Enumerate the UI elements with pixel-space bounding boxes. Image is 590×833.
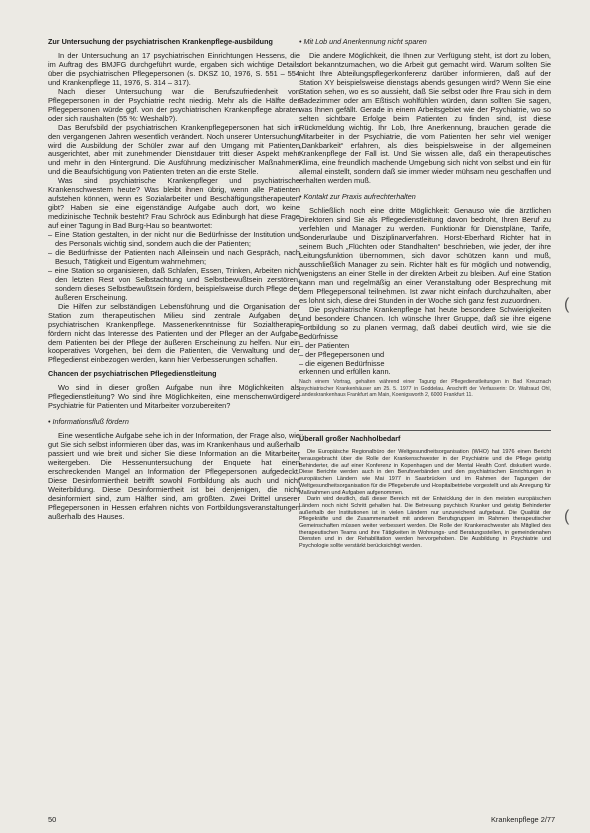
list-item: – Eine Station gestalten, in der nicht nur die Bedürfnisse der Institution und des Personals wichtig sind, sondern auch die der Patienten; bbox=[48, 230, 300, 249]
dash-list bbox=[299, 342, 551, 369]
paragraph: In der Untersuchung an 17 psychiatrischen Einrichtungen Hessens, die im Auftrag des BMJFG durchgeführt wurde, ergaben sich wichtige Details über die psychiatrischen Pflegepersonen (s. DKSZ 10, 1976, S. 551 – 554 und Krankenpflege 11, 1976, S. 314 – 317). bbox=[48, 51, 300, 87]
paragraph: Eine wesentliche Aufgabe sehe ich in der Information, der Frage also, wie gut Sie sich selbst informieren über das, was im Krankenhaus und außerhalb passiert und wie breit und sicher Sie diese Information an die Mitarbeiter weitergeben. Die Hessenuntersuchung der Enquete hat einen erschreckenden Mangel an Information der Pflegepersonen aufgedeckt. Diese Desinformiertheit betrifft sowohl Fortbildung als auch und nicht Weiterbildung. Diese Desinformiertheit ist bei denjenigen, die nicht desinformiert sind, zum Hälfter sind, am größten. Zwei Drittel unserer Pflegepersonen in Hessen erfahren nichts von Fortbildungsveranstaltungen außerhalb des Hauses. bbox=[48, 431, 300, 521]
section-heading: Zur Untersuchung der psychiatrischen Krankenpflege-ausbildung bbox=[48, 37, 273, 46]
box-paragraph: Darin wird deutlich, daß dieser Bereich mit der Entwicklung der in den meisten europäischen Ländern noch nicht Schritt gehalten hat. Die Betreuung psychisch Kranker und geistig Behinderter außerhalb der Institutionen ist in vielen Ländern nur unzureichend aufgebaut. Die Qualität der Pflegekräfte und die Zusammenarbeit mit anderen Berufsgruppen im Rahmen therapeutischer Gemeinschaften müssen weiter verbessert werden. Die Rolle der Krankenschwester als Mitglied des therapeutischen Teams und ihre Tätigkeiten in Wohnungs- und Beratungsstellen, in gemeindenahen Diensten und in der Rehabilitation werden hervorgehoben. Die Ausbildung in Psychiatrie und Psychologie sollte verstärkt berücksichtigt werden. bbox=[299, 496, 551, 550]
right-column bbox=[299, 37, 551, 550]
paragraph: Wo sind in dieser großen Aufgabe nun ihre Möglichkeiten als Pflegedienstleitung? Wo sind ihre Möglichkeiten, eine menschenwürdigere Psychiatrie für Patienten und Mitarbeiter vorzubereiten? bbox=[48, 383, 300, 411]
subheading: • Mit Lob und Anerkennung nicht sparen bbox=[299, 37, 427, 46]
box-heading: Überall großer Nachholbedarf bbox=[299, 434, 401, 444]
paragraph: erkennen und erfüllen kann. bbox=[299, 367, 391, 377]
list-item: – eine Station so organisieren, daß Schlafen, Essen, Trinken, Arbeiten nicht den letzten Rest von Selbstachtung und Selbstbewußtsein zerstören, sondern dieses Selbstbewußtsein fördern, beispielsweise durch Pflege der äußeren Erscheinung. bbox=[48, 265, 300, 302]
paragraph: Schließlich noch eine dritte Möglichkeit: Genauso wie die ärztlichen Direktoren sind Sie als Pflegedienstleitung davon bedroht, Ihren Beruf zu verfehlen und Manager zu werden. Funktionär für Dienstpläne, Tarife, Sonderurlaube und Disziplinarverfahren. Horst-Eberhard Richter hat in seinem Buch „Flüchten oder Standhalten“ beschrieben, wie jeder, der ihre Leitungsfunktion übernommen, sich davor schützen kann und muß, ausschließlich Manager zu sein. Richter hält es für möglich und notwendig, wenigstens an einer Stelle in der direkten Arbeit zu bleiben. Auf eine Station kann man und regelmäßig an einer Veranstaltung oder Besprechung mit dem Pflegepersonal teilnehmen. Ist zwar nicht einfach durchzuhalten, aber es lohnt sich, diese drei Stunden in der Woche sich ganz fest zuzuordnen. bbox=[299, 206, 551, 305]
author-note: Nach einem Vortrag, gehalten während einer Tagung der Pflegedienstleitungen in Bad Kreuznach psychiatrischer Krankenhäuser am 25. 5. 1977 in Goddelau. Anschrift der Verfasserin: Dr. Waltraud Ohl, Landeskrankenhaus Frankfurt am Main, Koenigsworth 2, 6000 Frankfurt 11. bbox=[299, 379, 551, 398]
box-paragraph: Die Europäische Regionalbüro der Weltgesundheitsorganisation (WHO) hat 1976 einen Bericht herausgebracht über die Rolle der Krankenschwester in der Psychiatrie und die Pflege geistig Behinderter, die auf einer Konferenz in Kopenhagen und der Mental Health Conf. diskutiert wurde. Diese Berichte werden auch in den Berufsverbänden und den psychiatrischen Einrichtungen in europäischen Ländern wie Mai 1977 in Saarbrücken und im Rahmen der Tagungen der Weltgesundheitsorganisation für die Pflegeberufe und Hospitalbetriebe vorgestellt und als Anregung für Maßnahmen und Aufgaben aufgenommen. bbox=[299, 449, 551, 496]
sidebar-box bbox=[299, 430, 551, 550]
list-item: – der Patienten bbox=[299, 340, 350, 350]
paragraph: Die Hilfen zur selbständigen Lebensführung und die Organisation der Station zum therapeutischen Milieu sind zentrale Aufgaben der psychiatrischen Krankenpflege. Massenerkenntnisse für Sozialtherapie fördern nicht das Interesse des Patienten und der Pfleger an der Aufgabe, dem Patienten bei der Pflege der äußeren Erscheinung zu helfen. Nur ein kooperatives Vorgehen, bei dem die Patienten, die Verwaltung und der Pflegedienst einbezogen werden, kann hier Verbesserungen schaffen. bbox=[48, 301, 300, 365]
paragraph: Das Berufsbild der psychiatrischen Krankenpflegepersonen hat sich in den vergangenen Jahren wesentlich verändert. Noch unserer Untersuchung wird die Ausbildung der Schüler zwar auf den Umgang mit Patienten ausgerichtet, aber mit zunehmender Dienstdauer tritt dieser Aspekt mehr und mehr in den Hintergrund. Die Ausführung medizinischer Maßnahmen und die Beaufsichtigung von Patienten treten an die erste Stelle. bbox=[48, 122, 300, 177]
subheading: • Informationsfluß fördern bbox=[48, 417, 129, 427]
binding-hole-mark: ( bbox=[564, 296, 570, 313]
list-item: – der Pflegepersonen und bbox=[299, 349, 385, 359]
paragraph: Die psychiatrische Krankenpflege hat heute besondere Schwierigkeiten und besondere Chancen. Ich wünsche Ihrer Gruppe, daß sie ihre eigene Fortbildung so zu planen vermag, daß dabei deutlich wird, wie sie die Bedürfnisse bbox=[299, 304, 551, 341]
paragraph: Was sind psychiatrische Krankenpfleger und psychiatrische Krankenschwestern heute? Was bleibt ihnen übrig, wenn alle Patienten aufstehen können, wenn es Sozialarbeiter und Beschäftigungstherapeuten gibt? Haben sie eine eigenständige Aufgabe auch dort, wo keine medizinische Technik besteht? Frau Schröck aus Edinburgh hat diese Frage auf einer Tagung in Bad Burg-Hau so beantwortet: bbox=[48, 176, 300, 231]
section-heading: Chancen der psychiatrischen Pflegedienstleitung bbox=[48, 369, 217, 379]
list-item: – die Bedürfnisse der Patienten nach Alleinsein und nach Gespräch, nach Besuch, Tätigkeit und Eigentum wahrnehmen; bbox=[48, 247, 300, 266]
dash-list bbox=[48, 231, 300, 303]
subheading: • Kontakt zur Praxis aufrechterhalten bbox=[299, 192, 416, 202]
page-number: 50 bbox=[48, 815, 57, 824]
paragraph: Die andere Möglichkeit, die Ihnen zur Verfügung steht, ist dort zu loben, dort bekanntzumachen, wo die Arbeit gut gemacht wird. Warum sollten Sie nicht Ihre Abteilungspflegerkonferenz darüber informieren, daß auf der Station XY beispielsweise dienstags abends gesungen wird? Wenn Sie eine Station sehen, wo es so aussieht, daß Sie selbst oder Ihre Frau sich in dem Badezimmer oder am Eßtisch wohlfühlen würden, dann sollten Sie sagen, was Ihnen gefällt. Gerade in einem Arbeitsgebiet wie der Psychiatrie, wo so selten sichtbare Erfolge beim Patienten zu finden sind, ist diese Rückmeldung wichtig. Ihr Lob, Ihre Anerkennung, brauchen gerade die Mitarbeiter in der Psychiatrie, die vom Patienten her sehr viel weniger „Dankbarkeit“ erfahren, als dies beispielsweise in der allgemeinen Krankenpflege der Fall ist. Und Sie wissen alle, daß ein therapeutisches Klima, eine freundlich machende Umgebung sich nicht von selbst und ein für allemal einstellt, sondern daß sie immer wieder mühsam neu geschaffen und erhalten werden muß. bbox=[299, 51, 551, 186]
binding-hole-mark: ( bbox=[564, 508, 570, 525]
left-column bbox=[48, 37, 300, 522]
list-item: – die eigenen Bedürfnisse bbox=[299, 358, 385, 368]
paragraph: Nach dieser Untersuchung war die Berufszufriedenheit von Pflegepersonen in der Psychiatrie recht niedrig. Mehr als die Hälfte der Pflegepersonen würde ggf. von der psychiatrischen Krankenpflege abraten oder sich raushalten (55 %: Weshalb?). bbox=[48, 86, 300, 123]
journal-issue: Krankenpflege 2/77 bbox=[491, 815, 556, 824]
